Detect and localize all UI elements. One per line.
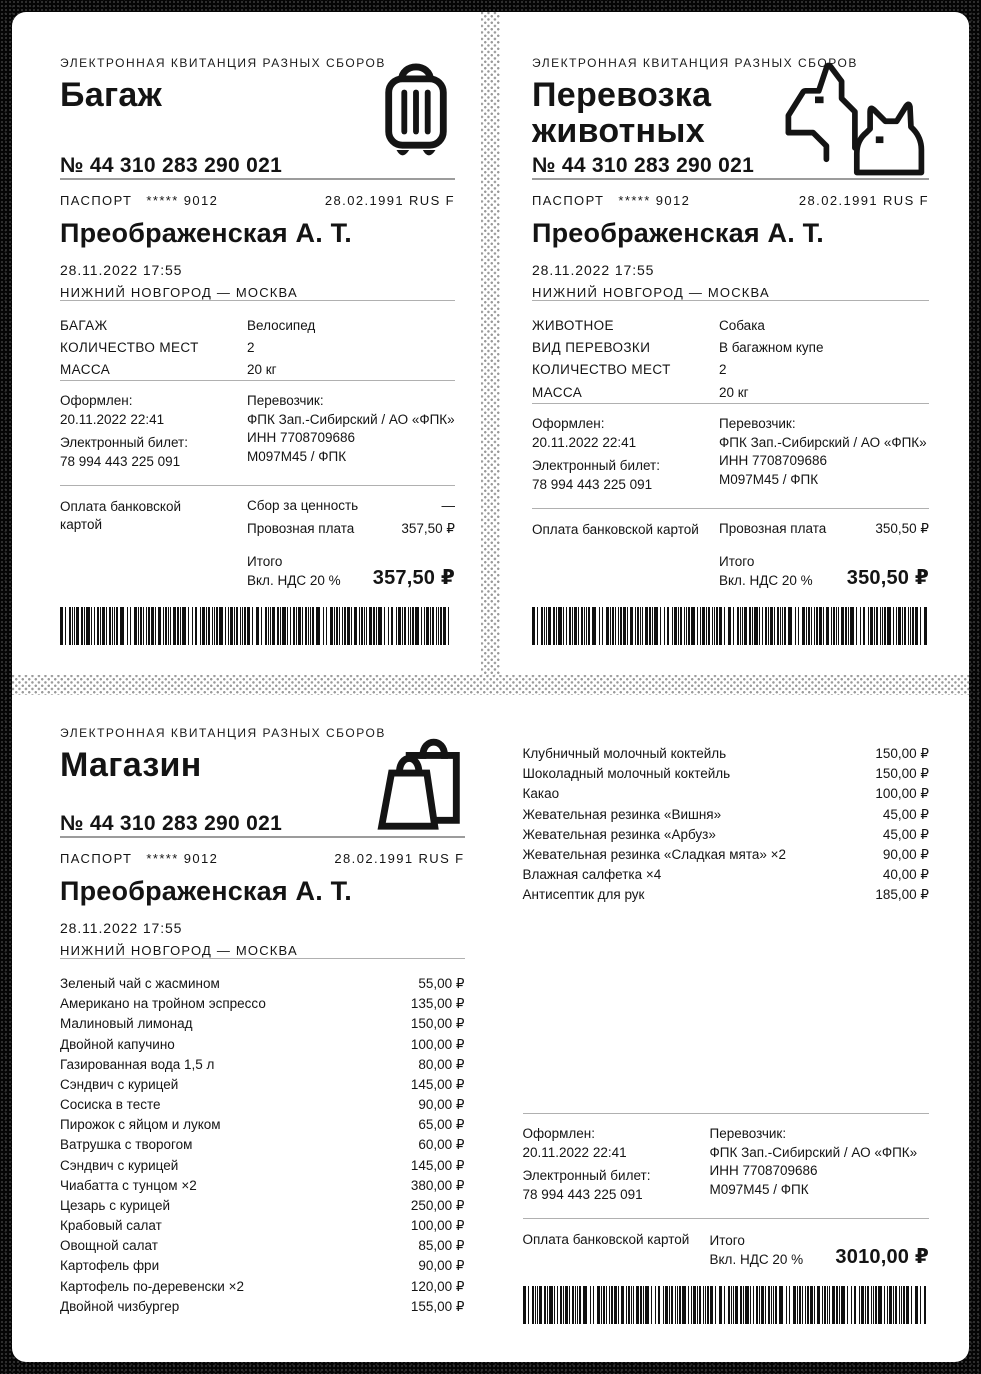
item-price: 135,00 ₽ — [410, 996, 465, 1012]
total-labels — [247, 552, 341, 590]
item-name: Пирожок с яйцом и луком — [60, 1117, 221, 1133]
shop-items-right — [523, 747, 930, 902]
total-row — [719, 552, 929, 590]
vat-label: Вкл. НДС 20 % — [719, 572, 813, 588]
issued-label: Оформлен: — [522, 1126, 595, 1142]
divider — [532, 300, 929, 301]
issued-datetime: 20.11.2022 22:41 — [522, 1144, 627, 1160]
passport-label: ПАСПОРТ — [532, 193, 605, 208]
item-row — [523, 808, 930, 822]
carrier-name: ФПК Зап.-Сибирский / АО «ФПК» — [719, 434, 927, 450]
shop-right-column — [491, 695, 970, 1362]
item-name: Жевательная резинка «Сладкая мята» ×2 — [522, 846, 787, 862]
receipt-title: Перевозка животных — [532, 76, 712, 151]
item-row — [60, 1280, 465, 1294]
charge-label: Провозная плата — [719, 520, 827, 536]
detail-value: 2 — [719, 362, 727, 378]
item-name: Двойной капучино — [60, 1036, 175, 1052]
passport-row — [60, 193, 455, 208]
item-price: 145,00 ₽ — [410, 1076, 465, 1092]
detail-label: ЖИВОТНОЕ — [532, 318, 614, 333]
item-name: Американо на тройном эспрессо — [60, 996, 266, 1012]
trip-route: НИЖНИЙ НОВГОРОД — МОСКВА — [532, 285, 770, 300]
carrier-code: М097М45 / ФПК — [247, 449, 347, 465]
item-row — [60, 1138, 465, 1152]
item-price: 185,00 ₽ — [875, 887, 929, 903]
receipt-title: Багаж — [60, 76, 163, 114]
passport — [60, 193, 218, 208]
carrier-code: М097М45 / ФПК — [709, 1181, 809, 1197]
issued-column — [60, 392, 247, 472]
perforation-horizontal — [12, 675, 969, 695]
item-name: Ватрушка с творогом — [60, 1137, 193, 1153]
item-name: Картофель фри — [60, 1258, 160, 1274]
carrier-column — [710, 1125, 930, 1205]
payment-block — [60, 486, 455, 590]
carrier-inn: ИНН 7708709686 — [709, 1163, 818, 1179]
divider — [60, 300, 455, 301]
item-price: 155,00 ₽ — [410, 1298, 465, 1314]
perforation-vertical — [481, 12, 500, 675]
item-row — [523, 888, 930, 902]
total-row — [247, 552, 455, 590]
detail-value: 2 — [247, 340, 255, 356]
item-price: 150,00 ₽ — [410, 1016, 465, 1032]
eticket-label: Электронный билет: — [522, 1168, 651, 1184]
item-row — [60, 997, 465, 1011]
detail-value: 20 кг — [719, 384, 749, 400]
item-price: 80,00 ₽ — [418, 1056, 465, 1072]
issued-column — [532, 415, 719, 495]
detail-value: 20 кг — [247, 362, 277, 378]
baggage-footer — [60, 380, 455, 645]
payment-block — [523, 1219, 930, 1269]
passport — [532, 193, 690, 208]
item-row — [60, 1179, 465, 1193]
charges-list — [247, 498, 455, 537]
item-name: Картофель по-деревенски ×2 — [60, 1278, 244, 1294]
item-price: 90,00 ₽ — [418, 1097, 465, 1113]
baggage-details — [60, 318, 455, 379]
issued-block — [60, 381, 455, 485]
eticket-number: 78 994 443 225 091 — [532, 477, 653, 493]
item-price: 100,00 ₽ — [875, 786, 929, 802]
item-price: 145,00 ₽ — [410, 1157, 465, 1173]
charge-value: 357,50 ₽ — [401, 520, 455, 536]
receipt-baggage — [12, 12, 481, 675]
carrier-inn: ИНН 7708709686 — [719, 453, 828, 469]
passport-row — [532, 193, 929, 208]
passport-info: 28.02.1991 RUS F — [798, 193, 929, 208]
detail-label: МАССА — [532, 384, 583, 400]
item-name: Какао — [522, 786, 560, 802]
charge-label: Сбор за ценность — [247, 497, 359, 513]
carrier-name: ФПК Зап.-Сибирский / АО «ФПК» — [247, 411, 455, 427]
item-price: 40,00 ₽ — [882, 867, 929, 883]
item-row — [523, 828, 930, 842]
receipt-shop-header — [60, 726, 465, 836]
charge-row — [247, 521, 455, 537]
carrier-inn: ИНН 7708709686 — [247, 430, 356, 446]
total-value: 350,50 ₽ — [846, 567, 929, 589]
holder-name: Преображенская А. Т. — [532, 218, 824, 248]
item-name: Сэндвич с курицей — [60, 1076, 179, 1092]
item-price: 85,00 ₽ — [418, 1238, 465, 1254]
issued-block — [523, 1114, 930, 1218]
carrier-label: Перевозчик: — [247, 393, 324, 409]
holder-name: Преображенская А. Т. — [60, 876, 352, 906]
item-price: 100,00 ₽ — [410, 1036, 465, 1052]
suitcase-icon — [377, 56, 455, 168]
divider — [532, 178, 929, 180]
detail-label: КОЛИЧЕСТВО МЕСТ — [60, 340, 199, 356]
item-row — [60, 1098, 465, 1112]
passport-info: 28.02.1991 RUS F — [334, 851, 465, 866]
total-labels — [719, 552, 813, 590]
shop-items-left — [60, 977, 465, 1314]
divider — [60, 836, 465, 838]
carrier-label: Перевозчик: — [709, 1126, 787, 1142]
item-price: 65,00 ₽ — [418, 1117, 465, 1133]
detail-label: МАССА — [60, 362, 111, 378]
trip-route: НИЖНИЙ НОВГОРОД — МОСКВА — [60, 943, 298, 958]
barcode — [532, 607, 929, 645]
item-price: 60,00 ₽ — [418, 1137, 465, 1153]
carrier-code: М097М45 / ФПК — [719, 472, 819, 488]
eticket-label: Электронный билет: — [60, 435, 188, 451]
total-label: Итого — [247, 553, 283, 569]
receipt-sheet — [12, 12, 969, 1362]
receipt-shop — [12, 695, 969, 1362]
item-row — [60, 1078, 465, 1092]
payment-block — [532, 509, 929, 590]
eticket-label: Электронный билет: — [532, 458, 660, 474]
item-name: Крабовый салат — [60, 1218, 162, 1234]
carrier-name: ФПК Зап.-Сибирский / АО «ФПК» — [709, 1144, 918, 1160]
receipt-kicker: ЭЛЕКТРОННАЯ КВИТАНЦИЯ РАЗНЫХ СБОРОВ — [60, 726, 386, 740]
payment-method: Оплата банковской картой — [60, 498, 182, 532]
item-price: 45,00 ₽ — [882, 826, 929, 842]
issued-datetime: 20.11.2022 22:41 — [532, 434, 637, 450]
vat-label: Вкл. НДС 20 % — [247, 572, 341, 588]
issued-block — [532, 404, 929, 508]
barcode — [523, 1286, 930, 1324]
detail-value: В багажном купе — [719, 340, 824, 356]
charges-column — [719, 521, 929, 590]
item-name: Жевательная резинка «Арбуз» — [522, 826, 716, 842]
detail-value: Велосипед — [247, 318, 316, 333]
receipt-number: № 44 310 283 290 021 — [60, 812, 283, 835]
item-name: Влажная салфетка ×4 — [522, 867, 662, 883]
item-row — [60, 1219, 465, 1233]
charges-list — [719, 521, 929, 537]
dog-cat-icon — [777, 56, 929, 176]
shop-left-column — [12, 695, 491, 1362]
charge-row — [719, 521, 929, 537]
item-name: Малиновый лимонад — [60, 1016, 193, 1032]
item-price: 55,00 ₽ — [418, 976, 465, 991]
carrier-column — [247, 392, 455, 472]
receipt-kicker: ЭЛЕКТРОННАЯ КВИТАНЦИЯ РАЗНЫХ СБОРОВ — [532, 56, 858, 70]
top-receipts-row — [12, 12, 969, 675]
item-name: Антисептик для рук — [522, 887, 645, 903]
item-row — [60, 1199, 465, 1213]
shop-footer — [523, 1113, 930, 1324]
receipt-animals-header — [532, 56, 929, 178]
total-label: Итого — [719, 553, 755, 569]
carrier-column — [719, 415, 929, 495]
item-row — [60, 1239, 465, 1253]
passport — [60, 851, 218, 866]
item-name: Зеленый чай с жасмином — [60, 976, 220, 991]
item-row — [60, 1259, 465, 1273]
passport-value: ***** 9012 — [146, 193, 219, 208]
item-row — [523, 767, 930, 781]
item-row — [60, 1159, 465, 1173]
item-name: Шоколадный молочный коктейль — [522, 766, 731, 782]
receipt-number: № 44 310 283 290 021 — [532, 154, 755, 177]
item-row — [523, 787, 930, 801]
payment-method: Оплата банковской картой — [522, 1231, 690, 1247]
item-name: Цезарь с курицей — [60, 1197, 171, 1213]
receipt-number: № 44 310 283 290 021 — [60, 154, 283, 177]
charge-value: 350,50 ₽ — [875, 520, 929, 536]
carrier-label: Перевозчик: — [719, 416, 796, 432]
total-labels — [710, 1231, 804, 1269]
trip-datetime: 28.11.2022 17:55 — [532, 262, 655, 278]
item-name: Клубничный молочный коктейль — [522, 746, 727, 761]
eticket-number: 78 994 443 225 091 — [522, 1186, 643, 1202]
item-name: Сосиска в тесте — [60, 1097, 161, 1113]
item-price: 90,00 ₽ — [418, 1258, 465, 1274]
total-label: Итого — [709, 1232, 745, 1248]
passport-value: ***** 9012 — [146, 851, 219, 866]
animals-details — [532, 318, 929, 401]
total-row — [710, 1231, 930, 1269]
issued-column — [523, 1125, 710, 1205]
issued-label: Оформлен: — [60, 393, 133, 409]
issued-label: Оформлен: — [532, 416, 605, 432]
item-row — [60, 1038, 465, 1052]
item-name: Двойной чизбургер — [60, 1298, 180, 1314]
trip-datetime: 28.11.2022 17:55 — [60, 920, 183, 936]
charges-column — [710, 1231, 930, 1269]
item-row — [60, 977, 465, 991]
item-price: 100,00 ₽ — [410, 1218, 465, 1234]
passport-info: 28.02.1991 RUS F — [324, 193, 455, 208]
vat-label: Вкл. НДС 20 % — [709, 1251, 804, 1267]
item-price: 120,00 ₽ — [410, 1278, 465, 1294]
total-value: 357,50 ₽ — [372, 567, 455, 589]
receipt-title: Магазин — [60, 746, 202, 784]
item-price: 90,00 ₽ — [882, 846, 929, 862]
item-name: Газированная вода 1,5 л — [60, 1056, 215, 1072]
receipt-kicker: ЭЛЕКТРОННАЯ КВИТАНЦИЯ РАЗНЫХ СБОРОВ — [60, 56, 386, 70]
item-row — [60, 1058, 465, 1072]
item-name: Сэндвич с курицей — [60, 1157, 179, 1173]
animals-footer — [532, 403, 929, 645]
charge-value: — — [441, 497, 455, 513]
receipt-baggage-header — [60, 56, 455, 178]
issued-datetime: 20.11.2022 22:41 — [60, 411, 165, 427]
item-row — [60, 1300, 465, 1314]
trip-route: НИЖНИЙ НОВГОРОД — МОСКВА — [60, 285, 298, 300]
item-price: 150,00 ₽ — [875, 746, 929, 761]
item-name: Чиабатта с тунцом ×2 — [60, 1177, 197, 1193]
item-name: Овощной салат — [60, 1238, 158, 1254]
total-value: 3010,00 ₽ — [835, 1245, 929, 1268]
trip-datetime: 28.11.2022 17:55 — [60, 262, 183, 278]
item-price: 380,00 ₽ — [410, 1177, 465, 1193]
item-row — [523, 868, 930, 882]
charges-column — [247, 498, 455, 590]
passport-value: ***** 9012 — [618, 193, 691, 208]
holder-name: Преображенская А. Т. — [60, 218, 352, 248]
charge-row — [247, 498, 455, 513]
item-price: 45,00 ₽ — [882, 806, 929, 822]
divider — [60, 178, 455, 180]
receipt-animals — [500, 12, 969, 675]
passport-row — [60, 851, 465, 866]
passport-label: ПАСПОРТ — [60, 193, 133, 208]
barcode — [60, 607, 455, 645]
item-row — [60, 1118, 465, 1132]
payment-method: Оплата банковской картой — [532, 521, 699, 537]
divider — [60, 958, 465, 959]
shopping-bags-icon — [369, 724, 469, 834]
charge-label: Провозная плата — [247, 520, 355, 536]
detail-label: БАГАЖ — [60, 318, 108, 333]
eticket-number: 78 994 443 225 091 — [60, 454, 181, 470]
passport-label: ПАСПОРТ — [60, 851, 133, 866]
item-price: 250,00 ₽ — [410, 1197, 465, 1213]
item-row — [523, 848, 930, 862]
item-row — [60, 1017, 465, 1031]
detail-label: КОЛИЧЕСТВО МЕСТ — [532, 362, 671, 378]
item-price: 150,00 ₽ — [875, 766, 929, 782]
item-name: Жевательная резинка «Вишня» — [522, 806, 722, 822]
detail-value: Собака — [719, 318, 765, 333]
detail-label: ВИД ПЕРЕВОЗКИ — [532, 340, 651, 356]
item-row — [523, 747, 930, 761]
